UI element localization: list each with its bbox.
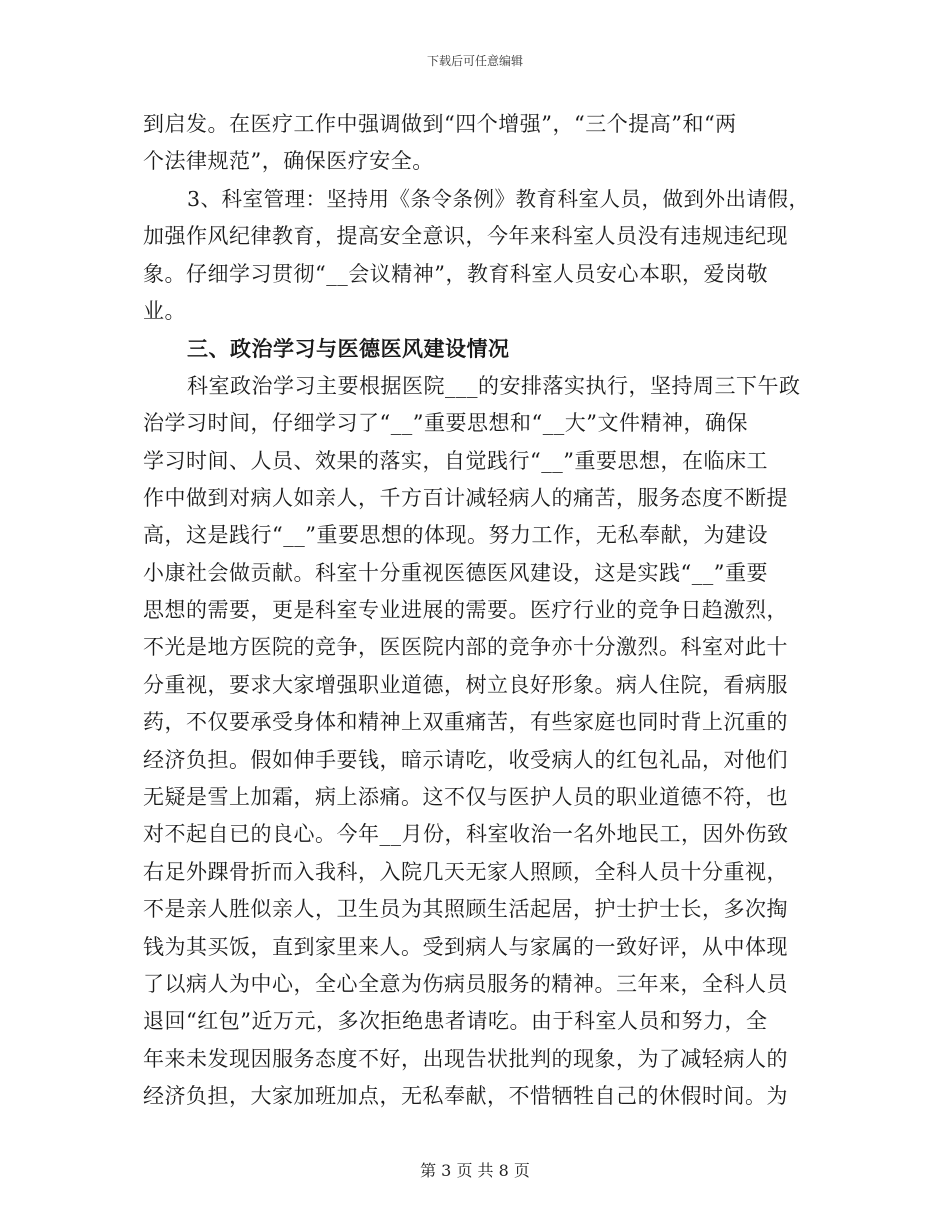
text-line: 不光是地方医院的竞争，医医院内部的竞争亦十分激烈。科室对此十 — [143, 635, 788, 660]
text-line: 高，这是践行“__”重要思想的体现。努力工作，无私奉献，为建设 — [143, 523, 768, 548]
text-line: 个法律规范”，确保医疗安全。 — [143, 149, 434, 174]
text-line: 思想的需要，更是科室专业进展的需要。医疗行业的竞争日趋激烈， — [143, 598, 788, 623]
text-line: 治学习时间，仔细学习了“__”重要思想和“__大”文件精神，确保 — [143, 411, 748, 436]
text-line: 退回“红包”近万元，多次拒绝患者请吃。由于科室人员和努力，全 — [143, 1009, 768, 1034]
text-line: 到启发。在医疗工作中强调做到“四个增强”，“三个提高”和“两 — [143, 112, 737, 136]
section-heading: 三、政治学习与医德医风建设情况 — [187, 336, 510, 362]
text-line: 作中做到对病人如亲人，千方百计减轻病人的痛苦，服务态度不断提 — [143, 485, 788, 510]
text-line: 经济负担。假如伸手要钱，暗示请吃，收受病人的红包礼品，对他们 — [143, 747, 788, 772]
text-line: 右足外踝骨折而入我科，入院几天无家人照顾，全科人员十分重视， — [143, 859, 788, 884]
page-header: 下载后可任意编辑 — [426, 54, 523, 68]
text-line: 无疑是雪上加霜，病上添痛。这不仅与医护人员的职业道德不符，也 — [143, 785, 788, 810]
text-line: 钱为其买饭，直到家里来人。受到病人与家属的一致好评，从中体现 — [143, 934, 788, 959]
text-line: 年来未发现因服务态度不好，出现告状批判的现象，为了减轻病人的 — [143, 1046, 788, 1071]
text-line: 经济负担，大家加班加点，无私奉献，不惜牺牲自己的休假时间。为 — [143, 1084, 788, 1109]
text-line: 了以病人为中心，全心全意为伤病员服务的精神。三年来，全科人员 — [143, 971, 788, 996]
text-line: 学习时间、人员、效果的落实，自觉践行“__”重要思想，在临床工 — [143, 448, 768, 473]
text-line: 业。 — [143, 298, 186, 323]
text-line: 小康社会做贡献。科室十分重视医德医风建设，这是实践“__”重要 — [143, 560, 768, 585]
text-line: 对不起自已的良心。今年__月份，科室收治一名外地民工，因外伤致 — [143, 822, 789, 847]
text-line: 科室政治学习主要根据医院___的安排落实执行，坚持周三下午政 — [187, 373, 801, 398]
text-line: 分重视，要求大家增强职业道德，树立良好形象。病人住院，看病服 — [143, 672, 788, 697]
text-line: 药，不仅要承受身体和精神上双重痛苦，有些家庭也同时背上沉重的 — [143, 710, 788, 735]
text-line: 不是亲人胜似亲人，卫生员为其照顾生活起居，护士护士长，多次掏 — [143, 897, 788, 922]
document-body — [143, 106, 823, 1116]
text-line: 加强作风纪律教育，提高安全意识，今年来科室人员没有违规违纪现 — [143, 224, 788, 249]
page-footer: 第 3 页 共 8 页 — [420, 1161, 530, 1180]
text-line: 3、科室管理：坚持用《条令条例》教育科室人员，做到外出请假， — [187, 186, 810, 211]
text-line: 象。仔细学习贯彻“__会议精神”，教育科室人员安心本职，爱岗敬 — [143, 261, 768, 286]
